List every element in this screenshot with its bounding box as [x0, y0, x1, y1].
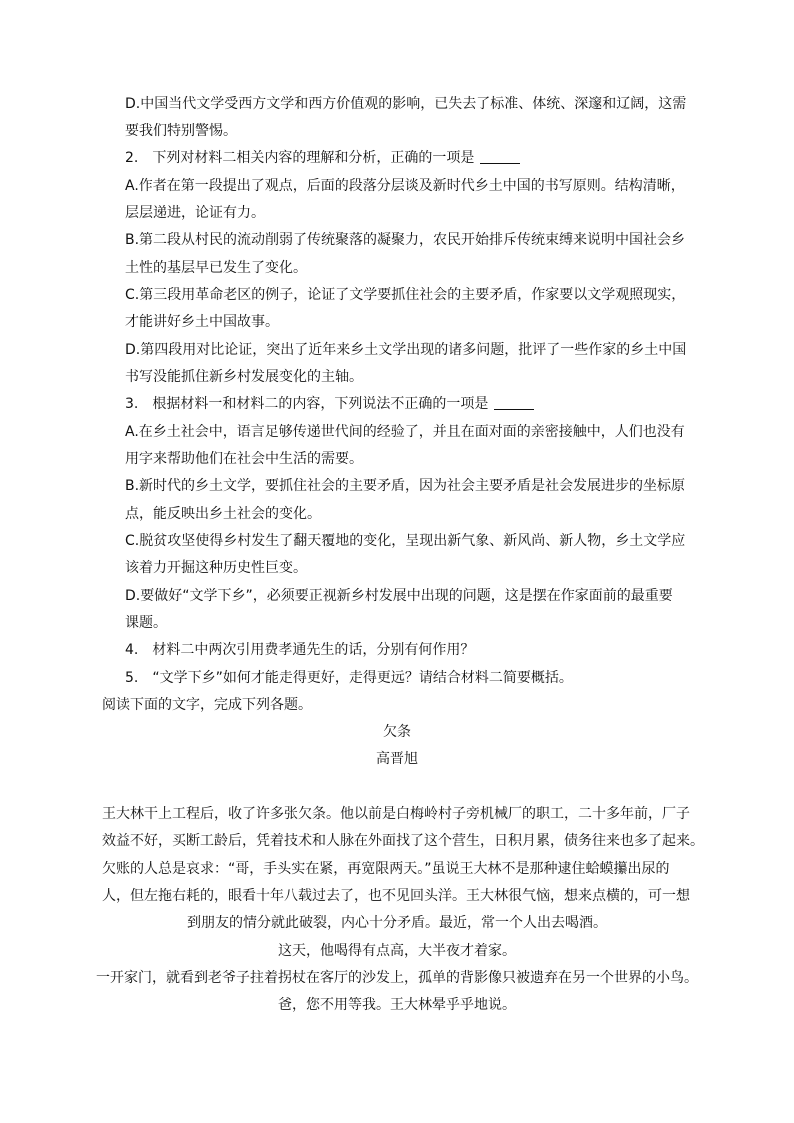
article-line: 爸，您不用等我。王大林晕乎乎地说。	[278, 997, 516, 1013]
q3-option-c-line2: 该着力开掘这种历史性巨变。	[125, 560, 307, 576]
q3-option-a-line1: A.在乡土社会中，语言足够传递世代间的经验了，并且在面对面的亲密接触中，人们也没有	[125, 424, 685, 440]
q3-stem: 3. 根据材料一和材料二的内容，下列说法不正确的一项是	[125, 394, 534, 414]
article-line: 欠账的人总是哀求：“哥，手头实在紧，再宽限两天。”虽说王大林不是那种逮住蛤蟆攥出尿的	[102, 861, 670, 877]
q3-option-d-line1: D.要做好“文学下乡”，必须要正视新乡村发展中出现的问题，这是摆在作家面前的最重要	[125, 588, 673, 604]
article-author: 高晋旭	[376, 751, 418, 767]
answer-blank[interactable]	[480, 149, 520, 164]
q2-option-d-line1: D.第四段用对比论证，突出了近年来乡土文学出现的诸多问题，批评了一些作家的乡土中国	[125, 342, 687, 358]
q2-option-c-line1: C.第三段用革命老区的例子，论证了文学要抓住社会的主要矛盾，作家要以文学观照现实，	[125, 287, 686, 303]
article-line: 效益不好，买断工龄后，凭着技术和人脉在外面找了这个营生，日积月累，债务往来也多了起来。	[102, 833, 704, 849]
q3-option-c-line1: C.脱贫攻坚使得乡村发生了翻天覆地的变化，呈现出新气象、新风尚、新人物，乡土文学应	[125, 533, 686, 549]
q1-option-d-line1: D.中国当代文学受西方文学和西方价值观的影响，已失去了标准、体统、深邃和辽阔，这需	[125, 96, 687, 112]
reading-instruction: 阅读下面的文字，完成下列各题。	[102, 697, 312, 713]
q3-option-b-line2: 点，能反映出乡土社会的变化。	[125, 506, 321, 522]
q2-stem: 2. 下列对材料二相关内容的理解和分析，正确的一项是	[125, 148, 520, 168]
q2-option-a-line2: 层层递进，论证有力。	[125, 205, 265, 221]
article-line: 到朋友的情分就此破裂，内心十分矛盾。最近，常一个人出去喝酒。	[187, 915, 607, 931]
q3-option-d-line2: 课题。	[125, 615, 167, 631]
q2-option-d-line2: 书写没能抓住新乡村发展变化的主轴。	[125, 369, 363, 385]
article-line: 这天，他喝得有点高，大半夜才着家。	[278, 943, 516, 959]
q2-option-c-line2: 才能讲好乡土中国故事。	[125, 314, 279, 330]
q3-option-a-line2: 用字来帮助他们在社会中生活的需要。	[125, 451, 363, 467]
article-line: 王大林干上工程后，收了许多张欠条。他以前是白梅岭村子旁机械厂的职工，二十多年前，厂子	[102, 806, 690, 822]
q3-option-b-line1: B.新时代的乡土文学，要抓住社会的主要矛盾，因为社会主要矛盾是社会发展进步的坐标原	[125, 478, 686, 494]
q2-option-b-line1: B.第二段从村民的流动削弱了传统聚落的凝聚力，农民开始排斥传统束缚来说明中国社会乡	[125, 232, 686, 248]
q2-option-a-line1: A.作者在第一段提出了观点，后面的段落分层谈及新时代乡土中国的书写原则。结构清晰，	[125, 178, 685, 194]
article-line: 一开家门，就看到老爷子拄着拐杖在客厅的沙发上，孤单的背影像只被遗弃在另一个世界的小鸟。	[96, 970, 698, 986]
q1-option-d-line2: 要我们特别警惕。	[125, 123, 237, 139]
answer-blank[interactable]	[494, 395, 534, 410]
article-title: 欠条	[383, 724, 411, 740]
q2-option-b-line2: 土性的基层早已发生了变化。	[125, 260, 307, 276]
article-line: 人，但左拖右耗的，眼看十年八载过去了，也不见回头洋。王大林很气恼，想来点横的，可一想	[102, 888, 690, 904]
q5-stem: 5. “文学下乡”如何才能走得更好，走得更远？请结合材料二简要概括。	[125, 670, 573, 686]
q4-stem: 4. 材料二中两次引用费孝通先生的话，分别有何作用？	[125, 642, 475, 658]
